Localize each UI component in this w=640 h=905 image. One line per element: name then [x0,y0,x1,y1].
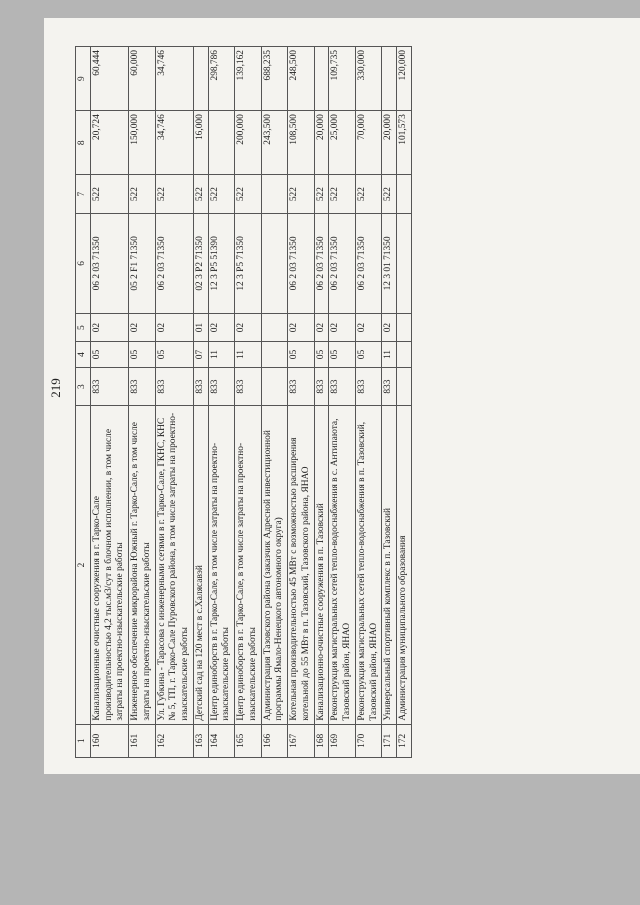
item-description: Канализационные очистные сооружения в г. Тарко-Сале производительностью 4,2 тыс.м3/сут в блочном исполнении, в том числе затраты на проектно-изыскательские работы [90,406,128,724]
code-subsection: 02 [382,313,397,341]
code-type: 522 [235,175,262,214]
code-section: 11 [208,342,235,368]
code-ministry: 833 [208,367,235,406]
code-ministry: 833 [288,367,315,406]
item-description: Реконструкция магистральных сетей тепло-водоснабжения в с. Антипаюта, Тазовский район, ЯНАО [329,406,356,724]
code-target: 12 3 Р5 71350 [235,213,262,313]
code-subsection: 02 [155,313,193,341]
code-type: 522 [382,175,397,214]
code-type [261,175,288,214]
budget-table [75,46,412,758]
value-col9: 139,162 [235,47,262,111]
code-target: 05 2 F1 71350 [129,213,156,313]
code-section: 05 [288,342,315,368]
row-number: 162 [155,724,193,757]
code-target: 02 3 Р2 71350 [193,213,208,313]
code-subsection: 02 [355,313,382,341]
code-subsection [397,313,412,341]
value-col9: 248,500 [288,47,315,111]
code-target [261,213,288,313]
value-col9: 109,735 [329,47,356,111]
table-body [90,47,411,758]
value-col9 [382,47,397,111]
header-cell: 4 [76,342,91,368]
value-col8 [208,111,235,175]
code-target: 12 3 Р5 51390 [208,213,235,313]
code-ministry: 833 [155,367,193,406]
code-section: 05 [355,342,382,368]
code-subsection: 02 [129,313,156,341]
page-number: 219 [48,378,63,398]
code-section: 05 [129,342,156,368]
code-section: 05 [314,342,329,368]
code-target: 12 3 01 71350 [382,213,397,313]
item-description: Котельная производительностью 45 МВт с возможностью расширения котельной до 55 МВт в п. Тазовский, Тазовского района, ЯНАО [288,406,315,724]
code-target: 06 2 03 71350 [355,213,382,313]
header-cell: 5 [76,313,91,341]
header-cell: 3 [76,367,91,406]
code-type: 522 [129,175,156,214]
item-description: Центр единоборств в г. Тарко-Сале, в том числе затраты на проектно-изыскательские работы [208,406,235,724]
value-col8: 20,724 [90,111,128,175]
header-cell: 8 [76,111,91,175]
value-col9 [314,47,329,111]
value-col8: 108,500 [288,111,315,175]
row-number: 170 [355,724,382,757]
value-col9: 60,444 [90,47,128,111]
code-target [397,213,412,313]
value-col8: 101,573 [397,111,412,175]
code-subsection: 02 [288,313,315,341]
code-ministry: 833 [90,367,128,406]
header-cell: 1 [76,724,91,757]
code-type: 522 [355,175,382,214]
code-subsection: 01 [193,313,208,341]
value-col8: 243,500 [261,111,288,175]
value-col9: 120,000 [397,47,412,111]
item-description: Ул. Губкина - Тарасова с инженерными сетями в г. Тарко-Сале, ГКНС, КНС № 5, ТП, г. Тарко-Сале Пуровского района, в том числе затраты на проектно-изыскательские работы [155,406,193,724]
code-ministry: 833 [314,367,329,406]
code-type: 522 [90,175,128,214]
code-subsection [261,313,288,341]
header-cell: 2 [76,406,91,724]
item-description: Инженерное обеспечение микрорайона Южный г. Тарко-Сале, в том числе затраты на проектно-изыскательские работы [129,406,156,724]
item-description: Центр единоборств в г. Тарко-Сале, в том числе затраты на проектно-изыскательские работы [235,406,262,724]
row-number: 160 [90,724,128,757]
table-row [129,47,156,758]
value-col9: 330,000 [355,47,382,111]
code-type [397,175,412,214]
code-ministry [397,367,412,406]
code-target: 06 2 03 71350 [329,213,356,313]
rotated-table-container [75,46,615,758]
table-row [329,47,356,758]
value-col9: 60,000 [129,47,156,111]
code-section: 07 [193,342,208,368]
table-row [382,47,397,758]
table-row [397,47,412,758]
table-row [208,47,235,758]
header-row [76,47,91,758]
value-col8: 150,000 [129,111,156,175]
code-target: 06 2 03 71350 [314,213,329,313]
value-col8: 16,000 [193,111,208,175]
item-description: Администрация Тазовского района (заказчик Адресной инвестиционной программы Ямало-Ненецкого автономного округа) [261,406,288,724]
code-type: 522 [193,175,208,214]
code-section [261,342,288,368]
table-row [90,47,128,758]
row-number: 166 [261,724,288,757]
item-description: Реконструкция магистральных сетей тепло-водоснабжения в п. Тазовский, Тазовский район, ЯНАО [355,406,382,724]
value-col9: 34,746 [155,47,193,111]
row-number: 167 [288,724,315,757]
row-number: 169 [329,724,356,757]
item-description: Канализационно-очистные сооружения в п. Тазовский [314,406,329,724]
code-ministry [261,367,288,406]
row-number: 165 [235,724,262,757]
table-row [155,47,193,758]
code-target: 06 2 03 71350 [155,213,193,313]
code-subsection: 02 [90,313,128,341]
code-ministry: 833 [329,367,356,406]
code-ministry: 833 [193,367,208,406]
code-section: 05 [90,342,128,368]
code-ministry: 833 [355,367,382,406]
table-row [288,47,315,758]
value-col8: 200,000 [235,111,262,175]
value-col8: 25,000 [329,111,356,175]
row-number: 161 [129,724,156,757]
value-col8: 20,000 [382,111,397,175]
code-section: 05 [329,342,356,368]
code-target: 06 2 03 71350 [90,213,128,313]
value-col9: 688,235 [261,47,288,111]
value-col9: 298,786 [208,47,235,111]
code-subsection: 02 [329,313,356,341]
value-col8: 70,000 [355,111,382,175]
code-type: 522 [329,175,356,214]
code-ministry: 833 [382,367,397,406]
header-cell: 9 [76,47,91,111]
code-section: 05 [155,342,193,368]
table-row [261,47,288,758]
code-type: 522 [155,175,193,214]
code-ministry: 833 [235,367,262,406]
table-row [193,47,208,758]
row-number: 163 [193,724,208,757]
item-description: Универсальный спортивный комплекс в п. Тазовский [382,406,397,724]
table-row [235,47,262,758]
value-col8: 20,000 [314,111,329,175]
code-type: 522 [314,175,329,214]
code-target: 06 2 03 71350 [288,213,315,313]
row-number: 164 [208,724,235,757]
value-col8: 34,746 [155,111,193,175]
code-type: 522 [288,175,315,214]
code-section [397,342,412,368]
code-section: 11 [235,342,262,368]
row-number: 168 [314,724,329,757]
item-description: Администрация муниципального образования [397,406,412,724]
code-subsection: 02 [314,313,329,341]
row-number: 172 [397,724,412,757]
row-number: 171 [382,724,397,757]
header-cell: 7 [76,175,91,214]
table-row [314,47,329,758]
code-ministry: 833 [129,367,156,406]
table-row [355,47,382,758]
item-description: Детский сад на 120 мест в с.Халясавэй [193,406,208,724]
code-subsection: 02 [208,313,235,341]
code-type: 522 [208,175,235,214]
header-cell: 6 [76,213,91,313]
code-section: 11 [382,342,397,368]
code-subsection: 02 [235,313,262,341]
value-col9 [193,47,208,111]
